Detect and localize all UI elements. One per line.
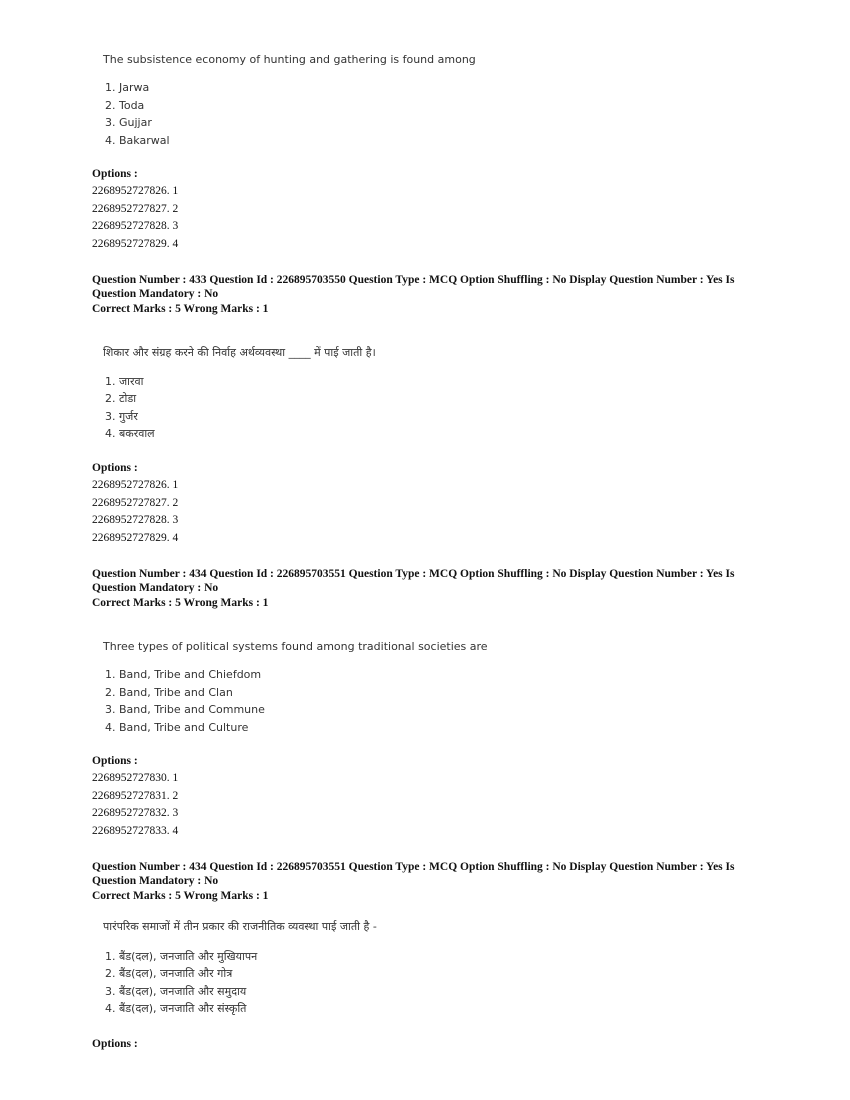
option-id: 2268952727829. 4 bbox=[92, 238, 179, 250]
answer-choice: 3. Gujjar bbox=[105, 116, 152, 129]
question-marks: Correct Marks : 5 Wrong Marks : 1 bbox=[92, 597, 269, 609]
answer-choice: 4. बैंड(दल), जनजाति और संस्कृति bbox=[105, 1002, 247, 1015]
answer-choice: 1. Band, Tribe and Chiefdom bbox=[105, 668, 262, 681]
answer-choice: 2. बैंड(दल), जनजाति और गोत्र bbox=[105, 967, 233, 980]
question-meta: Question Number : 434 Question Id : 226895703551 Question Type : MCQ Option Shuffling : No Display Question Number : Yes Is bbox=[92, 568, 735, 580]
question-mandatory: Question Mandatory : No bbox=[92, 875, 219, 887]
option-id: 2268952727828. 3 bbox=[92, 220, 179, 232]
options-label: Options : bbox=[92, 462, 138, 474]
answer-choice: 1. बैंड(दल), जनजाति और मुखियापन bbox=[105, 950, 258, 963]
answer-choice: 4. बकरवाल bbox=[105, 427, 155, 440]
answer-choice: 3. बैंड(दल), जनजाति और समुदाय bbox=[105, 985, 247, 998]
question-text: Three types of political systems found among traditional societies are bbox=[103, 640, 488, 653]
answer-choice: 2. Toda bbox=[105, 99, 145, 112]
answer-choice: 2. टोडा bbox=[105, 392, 137, 405]
answer-choice: 4. Bakarwal bbox=[105, 134, 170, 147]
question-text: The subsistence economy of hunting and gathering is found among bbox=[103, 53, 476, 66]
option-id: 2268952727826. 1 bbox=[92, 185, 179, 197]
options-label: Options : bbox=[92, 1038, 138, 1050]
option-id: 2268952727831. 2 bbox=[92, 790, 179, 802]
answer-choice: 1. Jarwa bbox=[105, 81, 150, 94]
options-label: Options : bbox=[92, 755, 138, 767]
option-id: 2268952727828. 3 bbox=[92, 514, 179, 526]
answer-choice: 3. गुर्जर bbox=[105, 410, 138, 423]
option-id: 2268952727827. 2 bbox=[92, 203, 179, 215]
option-id: 2268952727827. 2 bbox=[92, 497, 179, 509]
option-id: 2268952727830. 1 bbox=[92, 772, 179, 784]
question-text: पारंपरिक समाजों में तीन प्रकार की राजनीतिक व्यवस्था पाई जाती है - bbox=[103, 920, 377, 933]
question-marks: Correct Marks : 5 Wrong Marks : 1 bbox=[92, 890, 269, 902]
option-id: 2268952727829. 4 bbox=[92, 532, 179, 544]
answer-choice: 2. Band, Tribe and Clan bbox=[105, 686, 233, 699]
question-mandatory: Question Mandatory : No bbox=[92, 288, 219, 300]
option-id: 2268952727826. 1 bbox=[92, 479, 179, 491]
question-marks: Correct Marks : 5 Wrong Marks : 1 bbox=[92, 303, 269, 315]
question-text: शिकार और संग्रह करने की निर्वाह अर्थव्यवस्था ____ में पाई जाती है। bbox=[103, 346, 376, 359]
options-label: Options : bbox=[92, 168, 138, 180]
answer-choice: 1. जारवा bbox=[105, 375, 144, 388]
option-id: 2268952727832. 3 bbox=[92, 807, 179, 819]
answer-choice: 3. Band, Tribe and Commune bbox=[105, 703, 265, 716]
question-meta: Question Number : 434 Question Id : 226895703551 Question Type : MCQ Option Shuffling : No Display Question Number : Yes Is bbox=[92, 861, 735, 873]
answer-choice: 4. Band, Tribe and Culture bbox=[105, 721, 249, 734]
option-id: 2268952727833. 4 bbox=[92, 825, 179, 837]
question-mandatory: Question Mandatory : No bbox=[92, 582, 219, 594]
question-meta: Question Number : 433 Question Id : 226895703550 Question Type : MCQ Option Shuffling : No Display Question Number : Yes Is bbox=[92, 274, 735, 286]
